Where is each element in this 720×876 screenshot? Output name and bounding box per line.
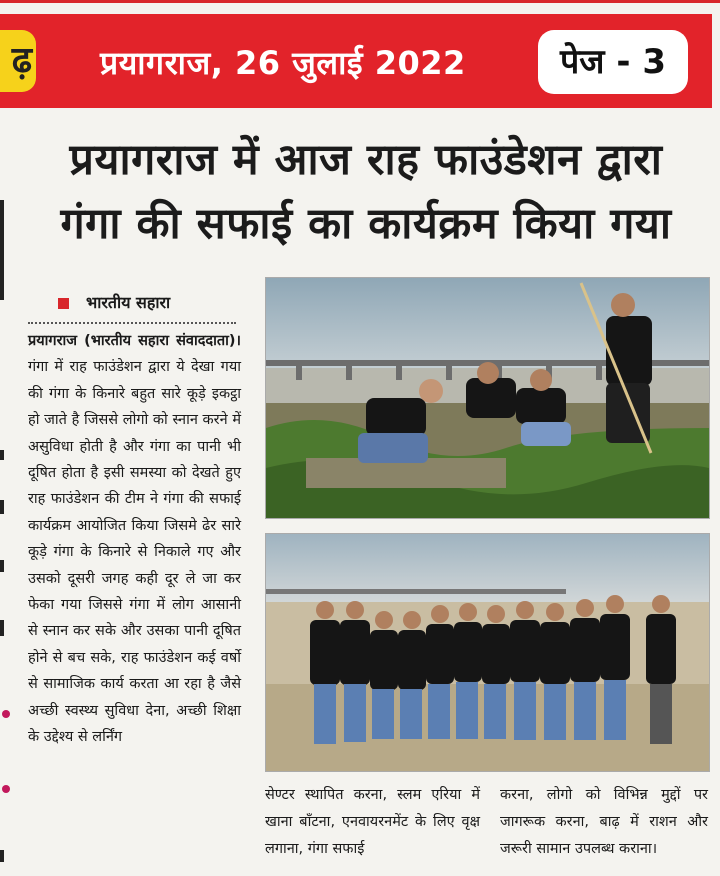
article-column-2: सेण्टर स्थापित करना, स्लम एरिया में खाना बाँटना, एनवायरनमेंट के लिए वृक्ष लगाना, गंगा सफाई bbox=[265, 787, 480, 857]
adjacent-column-edge bbox=[0, 200, 12, 876]
margin-glyph bbox=[0, 560, 4, 572]
byline-block bbox=[28, 288, 236, 328]
masthead-logo-fragment: ढ़ bbox=[0, 30, 36, 92]
margin-rule bbox=[0, 200, 4, 300]
article-column-3: करना, लोगो को विभिन्न मुद्दों पर जागरूक करना, बाढ़ में राशन और जरूरी सामान उपलब्ध कराना। bbox=[500, 787, 708, 857]
article-column-1 bbox=[28, 328, 241, 751]
bullet-square-icon bbox=[58, 298, 69, 309]
page-number-badge: पेज - 3 bbox=[538, 30, 688, 94]
volunteers-group-photo-at-ganga bbox=[266, 534, 709, 771]
margin-glyph bbox=[0, 450, 4, 460]
margin-glyph bbox=[0, 500, 4, 514]
headline-line-2: गंगा की सफाई का कार्यक्रम किया गया bbox=[60, 199, 672, 249]
margin-dot bbox=[2, 785, 10, 793]
photo-volunteers-cleaning bbox=[265, 277, 710, 519]
article-lead: प्रयागराज (भारतीय सहारा संवाददाता)। bbox=[28, 333, 241, 349]
byline: भारतीय सहारा bbox=[86, 293, 171, 312]
margin-glyph bbox=[0, 620, 4, 636]
top-rule bbox=[0, 0, 720, 3]
margin-dot bbox=[2, 710, 10, 718]
dateline: प्रयागराज, 26 जुलाई 2022 bbox=[100, 44, 466, 82]
headline bbox=[16, 128, 716, 256]
volunteers-cleaning-riverbank-photo bbox=[266, 278, 709, 518]
photo-volunteers-group bbox=[265, 533, 710, 772]
headline-line-1: प्रयागराज में आज राह फाउंडेशन द्वारा bbox=[69, 135, 663, 185]
dotted-divider bbox=[28, 322, 236, 324]
article-body: गंगा में राह फाउंडेशन द्वारा ये देखा गया की गंगा के किनारे बहुत सारे कूड़े इकट्ठा हो जाते है जिससे लोगो को स्नान करने में असुविधा होती है और गंगा का पानी भी दूषित होता है इसी समस्या को देखते हुए राह फाउंडेशन की टीम ने गंगा की सफाई कार्यक्रम आयोजित किया जिसमे ढेर सारे कूड़े गंगा के किनारे से निकाले गए और उसको दूसरी जगह कही दूर ले जा कर फेका गया जिससे गंगा में लोग आसानी से स्नान कर सके और उसका पानी दूषित होने से बच सके, राह फाउंडेशन कई वर्षो से सामाजिक कार्य करता आ रहा है जैसे अच्छी स्वस्थ्य सुविधा देना, अच्छी शिक्षा के उद्देश्य से लर्निंग bbox=[28, 359, 241, 746]
margin-glyph bbox=[0, 850, 4, 862]
